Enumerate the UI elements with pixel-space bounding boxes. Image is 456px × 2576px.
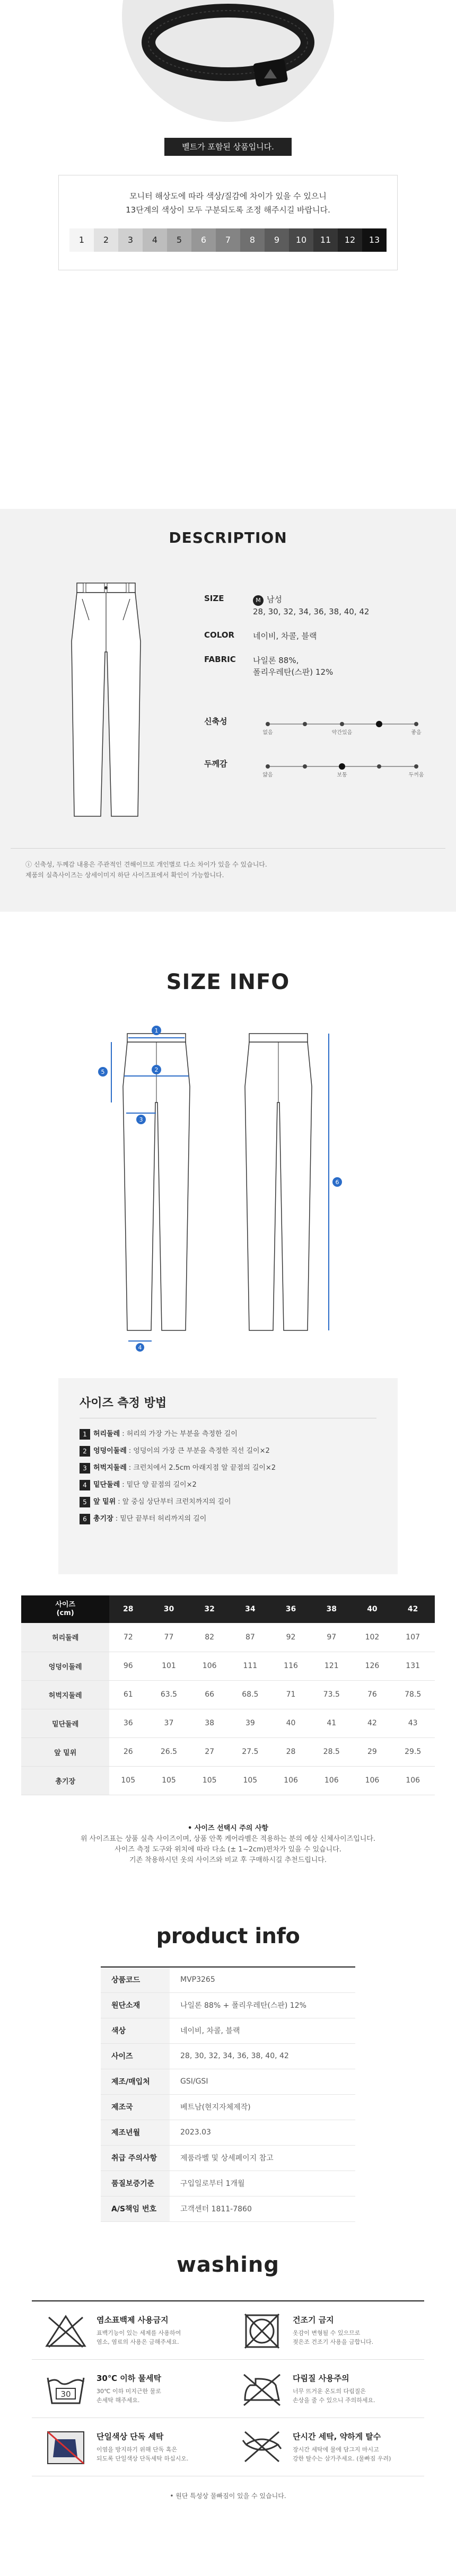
measure-guide-list bbox=[80, 1426, 376, 1528]
size-diagram bbox=[80, 1023, 376, 1352]
scale-step: 8 bbox=[240, 228, 265, 252]
washing-desc-2: 손세탁 해주세요. bbox=[97, 2397, 140, 2404]
level-dot bbox=[414, 764, 418, 769]
washing-item bbox=[228, 2418, 424, 2476]
washing-desc-1: 장시간 세탁에 물에 담그지 마시고 bbox=[293, 2446, 379, 2453]
product-info-key: 취급 주의사항 bbox=[101, 2145, 170, 2171]
table-row bbox=[101, 2018, 355, 2043]
washing-desc-2: 강한 탈수는 삼가주세요. (물빠짐 우려) bbox=[293, 2455, 391, 2462]
size-table-header bbox=[21, 1595, 435, 1623]
gender-text: 남성 bbox=[267, 595, 282, 604]
stretch-scale bbox=[204, 716, 427, 736]
washing-item bbox=[32, 2301, 228, 2359]
measure-guide bbox=[58, 1378, 398, 1574]
product-info-value: GSI/GSI bbox=[170, 2069, 355, 2094]
level-label: 약간있음 bbox=[331, 730, 353, 736]
size-cell: 63.5 bbox=[147, 1680, 191, 1709]
washing-item bbox=[32, 2360, 228, 2418]
washing-desc-1: 30℃ 이하 미지근한 물로 bbox=[97, 2388, 161, 2395]
washing-desc-2: 염소, 염료의 사용은 금해주세요. bbox=[97, 2339, 179, 2345]
measure-guide-key: 앞 밑위 bbox=[93, 1498, 116, 1506]
size-column-header: 40 bbox=[354, 1595, 391, 1623]
washing-heading: 건조기 금지 bbox=[293, 2315, 334, 2325]
washing-desc-1: 너무 뜨거운 온도의 다림질은 bbox=[293, 2388, 366, 2395]
size-cell: 121 bbox=[310, 1652, 354, 1680]
size-list: 28, 30, 32, 34, 36, 38, 40, 42 bbox=[253, 607, 370, 616]
scale-step: 4 bbox=[143, 228, 167, 252]
size-cell: 72 bbox=[109, 1623, 147, 1652]
size-cell: 101 bbox=[147, 1652, 191, 1680]
size-column-header: 42 bbox=[391, 1595, 435, 1623]
product-info-value: 네이비, 차콜, 블랙 bbox=[170, 2018, 355, 2043]
scale-step: 6 bbox=[191, 228, 216, 252]
measure-guide-item bbox=[80, 1511, 376, 1528]
size-cell: 97 bbox=[310, 1623, 354, 1652]
product-info-key: 품질보증기준 bbox=[101, 2171, 170, 2196]
measure-guide-key: 허리둘레 bbox=[93, 1430, 120, 1438]
separate-wash-icon bbox=[45, 2429, 87, 2466]
table-row bbox=[101, 2069, 355, 2094]
washing-heading: 단시간 세탁, 약하게 탈수 bbox=[293, 2432, 381, 2441]
size-column-header: 36 bbox=[272, 1595, 310, 1623]
fabric-line-2: 폴리우레탄(스판) 12% bbox=[253, 667, 334, 677]
belt-caption: 벨트가 포함된 상품입니다. bbox=[164, 138, 292, 156]
notice-line-2: 13단계의 색상이 모두 구분되도록 조정 해주시길 바랍니다. bbox=[126, 205, 330, 215]
size-note-1: 위 사이즈표는 상품 실측 사이즈이며, 상품 안쪽 케어라벨은 적용하는 분의 예상 신체사이즈입니다. bbox=[80, 1835, 376, 1843]
size-cell: 29.5 bbox=[391, 1737, 435, 1766]
table-row bbox=[101, 2196, 355, 2221]
washing-item bbox=[228, 2301, 424, 2359]
thickness-dots bbox=[262, 762, 422, 778]
size-cell: 105 bbox=[229, 1766, 273, 1795]
note-line-2: 제품의 실측사이즈는 상세이미지 하단 사이즈표에서 확인이 가능합니다. bbox=[25, 871, 224, 879]
table-row bbox=[21, 1652, 435, 1680]
size-row-label: 앞 밑위 bbox=[21, 1737, 109, 1766]
size-cell: 116 bbox=[272, 1652, 310, 1680]
size-cell: 40 bbox=[272, 1709, 310, 1737]
level-dot bbox=[377, 764, 381, 769]
size-column-header: 28 bbox=[109, 1595, 147, 1623]
washing-row bbox=[32, 2360, 424, 2418]
level-dot bbox=[376, 721, 382, 727]
size-cell: 41 bbox=[310, 1709, 354, 1737]
washing-item bbox=[228, 2360, 424, 2418]
washing-text bbox=[293, 2372, 375, 2405]
size-cell: 82 bbox=[191, 1623, 229, 1652]
measure-guide-desc: : 엉덩이의 가장 큰 부분을 측정한 직선 길이×2 bbox=[128, 1447, 270, 1455]
spec-color bbox=[204, 630, 437, 642]
spec-list bbox=[204, 594, 437, 691]
description-note bbox=[11, 848, 445, 899]
level-label: 보통 bbox=[337, 772, 347, 778]
size-cell: 26.5 bbox=[147, 1737, 191, 1766]
fig-number-3: 3 bbox=[139, 1116, 143, 1123]
level-dot bbox=[303, 764, 307, 769]
size-cell: 71 bbox=[272, 1680, 310, 1709]
size-column-header: 38 bbox=[310, 1595, 354, 1623]
size-cell: 106 bbox=[272, 1766, 310, 1795]
size-cell: 107 bbox=[391, 1623, 435, 1652]
product-info-value: 베트남(현지자체제작) bbox=[170, 2094, 355, 2120]
level-dot bbox=[303, 722, 307, 726]
size-caution: • 사이즈 선택시 주의 사항 bbox=[188, 1824, 268, 1832]
product-info-key: 사이즈 bbox=[101, 2043, 170, 2069]
thickness-title: 두께감 bbox=[204, 759, 227, 769]
spec-fabric bbox=[204, 655, 437, 678]
size-cell: 29 bbox=[354, 1737, 391, 1766]
size-row-label: 총기장 bbox=[21, 1766, 109, 1795]
product-info-title: product info bbox=[156, 1924, 300, 1948]
level-dot bbox=[266, 764, 270, 769]
washing-row bbox=[32, 2418, 424, 2476]
washing-footnote: • 원단 특성상 물빠짐이 있을 수 있습니다. bbox=[170, 2492, 286, 2500]
measure-guide-number: 5 bbox=[80, 1497, 90, 1507]
size-cell: 28.5 bbox=[310, 1737, 354, 1766]
fabric-line-1: 나일론 88%, bbox=[253, 656, 299, 665]
scale-step: 7 bbox=[216, 228, 240, 252]
level-label: 두꺼움 bbox=[408, 772, 424, 778]
size-row-label: 허벅지둘레 bbox=[21, 1680, 109, 1709]
size-info-title: SIZE INFO bbox=[166, 970, 290, 994]
pants-illustration bbox=[32, 578, 180, 822]
thickness-scale bbox=[204, 758, 427, 778]
size-column-header: 30 bbox=[147, 1595, 191, 1623]
measure-guide-number: 2 bbox=[80, 1446, 90, 1457]
measure-guide-number: 1 bbox=[80, 1429, 90, 1440]
size-cell: 27 bbox=[191, 1737, 229, 1766]
size-table-body bbox=[21, 1623, 435, 1795]
size-cell: 106 bbox=[354, 1766, 391, 1795]
product-info-key: 제조년월 bbox=[101, 2120, 170, 2145]
size-cell: 106 bbox=[391, 1766, 435, 1795]
measure-guide-desc: : 앞 중심 상단부터 크런치까지의 길이 bbox=[118, 1498, 231, 1506]
stretch-dots bbox=[262, 720, 422, 736]
measure-guide-item bbox=[80, 1443, 376, 1460]
washing-grid bbox=[32, 2300, 424, 2476]
product-info-value: MVP3265 bbox=[170, 1967, 355, 1992]
size-row-label: 엉덩이둘레 bbox=[21, 1652, 109, 1680]
size-column-header: 34 bbox=[229, 1595, 273, 1623]
washing-text bbox=[97, 2314, 181, 2346]
measure-guide-number: 6 bbox=[80, 1514, 90, 1524]
scale-step: 1 bbox=[69, 228, 94, 252]
size-row-label: 허리둘레 bbox=[21, 1623, 109, 1652]
product-info-table bbox=[101, 1966, 355, 2222]
size-cell: 73.5 bbox=[310, 1680, 354, 1709]
size-cell: 77 bbox=[147, 1623, 191, 1652]
no-bleach-icon bbox=[45, 2312, 87, 2349]
washing-desc-1: 이염을 방지하기 위해 단독 혹은 bbox=[97, 2446, 178, 2453]
fig-number-6: 6 bbox=[335, 1179, 339, 1186]
measure-guide-number: 3 bbox=[80, 1463, 90, 1474]
measure-guide-desc: : 크런치에서 2.5cm 아래지점 알 끝점의 길이×2 bbox=[128, 1464, 276, 1472]
spec-size-value bbox=[253, 594, 369, 617]
level-label: 없음 bbox=[262, 730, 273, 736]
scale-step: 5 bbox=[167, 228, 191, 252]
washing-desc-2: 되도록 단일색상 단독세탁 하십시오. bbox=[97, 2455, 189, 2462]
measure-guide-key: 허벅지둘레 bbox=[93, 1464, 127, 1472]
size-row-label: 밑단둘레 bbox=[21, 1709, 109, 1737]
table-row bbox=[101, 1967, 355, 1992]
product-info-value: 나일론 88% + 폴리우레탄(스판) 12% bbox=[170, 1992, 355, 2018]
size-cell: 78.5 bbox=[391, 1680, 435, 1709]
washing-text bbox=[97, 2431, 188, 2463]
no-ironing-icon bbox=[241, 2370, 283, 2407]
size-cell: 126 bbox=[354, 1652, 391, 1680]
gray-scale bbox=[69, 228, 387, 252]
scale-step: 10 bbox=[289, 228, 313, 252]
table-row bbox=[101, 2120, 355, 2145]
size-cell: 37 bbox=[147, 1709, 191, 1737]
description-title: DESCRIPTION bbox=[169, 529, 287, 546]
description-section bbox=[0, 509, 456, 912]
notice-line-1: 모니터 해상도에 따라 색상/질감에 차이가 있을 수 있으니 bbox=[129, 191, 327, 201]
measure-guide-item bbox=[80, 1460, 376, 1477]
level-dot bbox=[339, 763, 345, 770]
product-info-value: 구입일로부터 1개월 bbox=[170, 2171, 355, 2196]
measure-guide-key: 밑단둘레 bbox=[93, 1481, 120, 1489]
hero-section bbox=[0, 0, 456, 297]
svg-text:30: 30 bbox=[60, 2389, 71, 2399]
measure-guide-item bbox=[80, 1494, 376, 1511]
washing-heading: 단일색상 단독 세탁 bbox=[97, 2432, 164, 2441]
size-cell: 43 bbox=[391, 1709, 435, 1737]
size-cell: 38 bbox=[191, 1709, 229, 1737]
table-row bbox=[101, 2171, 355, 2196]
level-dot bbox=[340, 722, 344, 726]
size-cell: 96 bbox=[109, 1652, 147, 1680]
product-info-key: A/S책임 번호 bbox=[101, 2196, 170, 2221]
belt-image bbox=[122, 0, 334, 122]
washing-heading: 염소표백제 사용금지 bbox=[97, 2315, 169, 2325]
table-row bbox=[101, 2145, 355, 2171]
size-cell: 102 bbox=[354, 1623, 391, 1652]
measure-guide-item bbox=[80, 1477, 376, 1494]
product-info-body bbox=[101, 1967, 355, 2221]
size-cell: 39 bbox=[229, 1709, 273, 1737]
size-cell: 66 bbox=[191, 1680, 229, 1709]
no-wring-icon bbox=[241, 2429, 283, 2466]
product-info-value: 28, 30, 32, 34, 36, 38, 40, 42 bbox=[170, 2043, 355, 2069]
size-cell: 26 bbox=[109, 1737, 147, 1766]
table-row bbox=[21, 1737, 435, 1766]
washing-row bbox=[32, 2301, 424, 2360]
measure-guide-title: 사이즈 측정 방법 bbox=[80, 1394, 376, 1418]
wash-30-icon bbox=[45, 2370, 87, 2407]
stretch-title: 신축성 bbox=[204, 717, 227, 726]
product-info-key: 색상 bbox=[101, 2018, 170, 2043]
size-column-header: 32 bbox=[191, 1595, 229, 1623]
washing-desc-1: 옷감이 변형될 수 있으므로 bbox=[293, 2330, 361, 2336]
size-cell: 42 bbox=[354, 1709, 391, 1737]
measure-guide-key: 총기장 bbox=[93, 1515, 113, 1523]
size-cell: 27.5 bbox=[229, 1737, 273, 1766]
washing-text bbox=[97, 2372, 161, 2405]
spec-fabric-label: FABRIC bbox=[204, 655, 236, 664]
measure-guide-desc: : 밑단 끝부터 허리까지의 길이 bbox=[115, 1515, 207, 1523]
product-info-key: 제조/매입처 bbox=[101, 2069, 170, 2094]
fig-number-2: 2 bbox=[154, 1066, 159, 1073]
table-row bbox=[21, 1623, 435, 1652]
washing-text bbox=[293, 2314, 373, 2346]
table-row bbox=[101, 2043, 355, 2069]
product-info-key: 상품코드 bbox=[101, 1967, 170, 1992]
washing-desc-2: 젖은조 건조기 사용을 금합니다. bbox=[293, 2339, 374, 2345]
measure-guide-item bbox=[80, 1426, 376, 1443]
size-cell: 61 bbox=[109, 1680, 147, 1709]
fig-number-1: 1 bbox=[154, 1027, 159, 1034]
size-cell: 92 bbox=[272, 1623, 310, 1652]
scale-step: 2 bbox=[94, 228, 118, 252]
size-notes bbox=[0, 1823, 456, 1866]
size-cell: 131 bbox=[391, 1652, 435, 1680]
size-cell: 68.5 bbox=[229, 1680, 273, 1709]
washing-heading: 30℃ 이하 물세탁 bbox=[97, 2374, 161, 2383]
measure-guide-desc: : 허리의 가장 가는 부분을 측정한 길이 bbox=[122, 1430, 238, 1438]
size-cell: 87 bbox=[229, 1623, 273, 1652]
size-cell: 76 bbox=[354, 1680, 391, 1709]
size-cell: 111 bbox=[229, 1652, 273, 1680]
measure-guide-key: 엉덩이둘레 bbox=[93, 1447, 127, 1455]
product-info-value: 2023.03 bbox=[170, 2120, 355, 2145]
note-line-1: ⓘ 신축성, 두께감 내용은 주관적인 견해이므로 개인별로 다소 차이가 있을 수 있습니다. bbox=[25, 861, 267, 868]
no-tumble-dry-icon bbox=[241, 2312, 283, 2349]
level-dot bbox=[414, 722, 418, 726]
size-cell: 28 bbox=[272, 1737, 310, 1766]
washing-item bbox=[32, 2418, 228, 2476]
fig-number-4: 4 bbox=[138, 1344, 142, 1351]
level-dot bbox=[266, 722, 270, 726]
washing-desc-2: 손상을 줄 수 있으니 주의하세요. bbox=[293, 2397, 375, 2404]
spec-fabric-value bbox=[253, 655, 333, 678]
scale-step: 11 bbox=[313, 228, 338, 252]
size-table bbox=[21, 1595, 435, 1795]
color-calibration-notice bbox=[58, 175, 398, 270]
spec-color-value: 네이비, 차콜, 블랙 bbox=[253, 631, 317, 641]
scale-step: 9 bbox=[265, 228, 289, 252]
scale-step: 3 bbox=[118, 228, 143, 252]
table-row bbox=[21, 1766, 435, 1795]
spec-size bbox=[204, 594, 437, 617]
table-row bbox=[101, 1992, 355, 2018]
measure-guide-number: 4 bbox=[80, 1480, 90, 1490]
washing-title: washing bbox=[176, 2253, 280, 2277]
size-cell: 36 bbox=[109, 1709, 147, 1737]
spec-color-label: COLOR bbox=[204, 630, 235, 640]
gender-badge: M bbox=[253, 595, 264, 606]
size-table-corner: 사이즈 (cm) bbox=[21, 1595, 109, 1623]
product-info-key: 제조국 bbox=[101, 2094, 170, 2120]
scale-step: 13 bbox=[362, 228, 387, 252]
scale-step: 12 bbox=[338, 228, 362, 252]
level-label: 좋음 bbox=[411, 730, 422, 736]
size-cell: 105 bbox=[191, 1766, 229, 1795]
fig-number-5: 5 bbox=[101, 1069, 105, 1075]
level-label: 얇음 bbox=[262, 772, 273, 778]
washing-heading: 다림질 사용주의 bbox=[293, 2374, 349, 2383]
spec-size-label: SIZE bbox=[204, 594, 224, 603]
product-info-key: 원단소재 bbox=[101, 1992, 170, 2018]
size-cell: 106 bbox=[310, 1766, 354, 1795]
table-row bbox=[21, 1680, 435, 1709]
size-cell: 106 bbox=[191, 1652, 229, 1680]
washing-text bbox=[293, 2431, 391, 2463]
table-row bbox=[101, 2094, 355, 2120]
measure-guide-desc: : 밑단 양 끝점의 길이×2 bbox=[122, 1481, 197, 1489]
size-cell: 105 bbox=[147, 1766, 191, 1795]
size-cell: 105 bbox=[109, 1766, 147, 1795]
table-row bbox=[21, 1709, 435, 1737]
size-note-2: 사이즈 측정 도구와 위치에 따라 다소 (± 1~2cm)편차가 있을 수 있습니다. bbox=[115, 1846, 341, 1854]
product-info-value: 고객센터 1811-7860 bbox=[170, 2196, 355, 2221]
washing-desc-1: 표백기능이 있는 세제를 사용하여 bbox=[97, 2330, 181, 2336]
size-note-3: 기존 착용하시던 옷의 사이즈와 비교 후 구매하시길 추천드립니다. bbox=[129, 1856, 327, 1864]
product-info-value: 제품라벨 및 상세페이지 참고 bbox=[170, 2145, 355, 2171]
